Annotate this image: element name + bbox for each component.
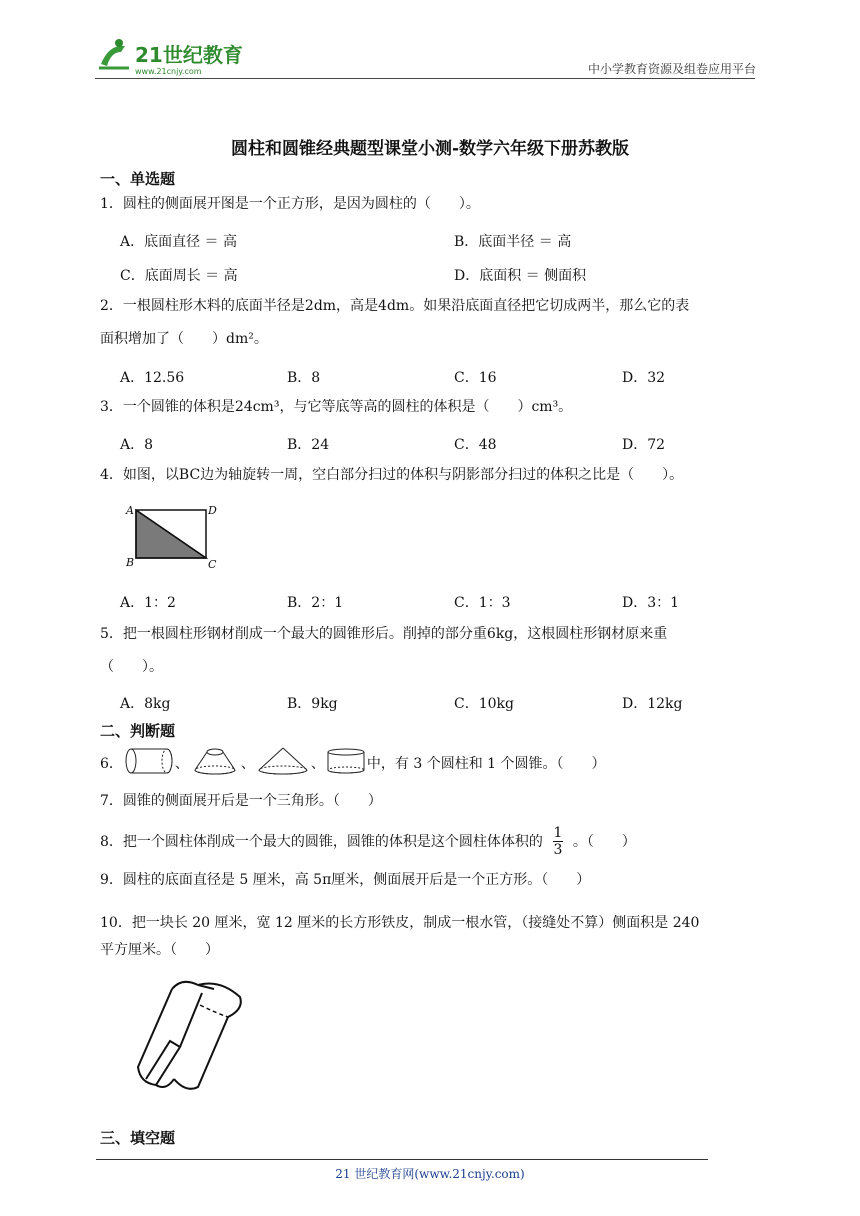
section-heading-single-choice: 一、单选题 [100, 170, 176, 188]
q6-separator: 、 [240, 756, 255, 772]
section-heading-fill-blank: 三、填空题 [100, 1129, 176, 1147]
vertex-c-label: C [208, 558, 217, 570]
q4-option-a: A．1：2 [120, 595, 176, 611]
q4-option-d: D．3：1 [622, 595, 680, 611]
fraction-denominator: 3 [553, 841, 563, 858]
vertex-d-label: D [208, 504, 217, 517]
question-6 [100, 746, 606, 780]
logo-text: 21世纪教育 [135, 43, 243, 67]
q3-option-b: B．24 [287, 437, 330, 453]
question-3: 3．一个圆锥的体积是24cm³，与它等底等高的圆柱的体积是（ ）cm³。 [100, 399, 573, 415]
q4-option-b: B．2：1 [287, 595, 344, 611]
question-9: 9．圆柱的底面直径是 5 厘米，高 5π厘米，侧面展开后是一个正方形。（ ） [100, 872, 591, 888]
page-title: 圆柱和圆锥经典题型课堂小测-数学六年级下册苏教版 [230, 139, 630, 159]
q5-option-a: A．8kg [120, 696, 171, 712]
q3-option-a: A．8 [120, 437, 154, 453]
q1-option-b: B．底面半径 ＝ 高 [454, 234, 572, 250]
question-2-line-1: 2．一根圆柱形木料的底面半径是2dm，高是4dm。如果沿底面直径把它切成两半，那么它的表 [100, 298, 690, 314]
q3-option-c: C．48 [454, 437, 497, 453]
q2-option-c: C．16 [454, 370, 497, 386]
q6-tail: 中，有 3 个圆柱和 1 个圆锥。（ ） [366, 756, 606, 772]
q8-text-b: 。（ ） [572, 834, 636, 850]
question-4: 4．如图，以BC边为轴旋转一周，空白部分扫过的体积与阴影部分扫过的体积之比是（ ）。 [100, 467, 684, 483]
q6-separator: 、 [174, 756, 189, 772]
frustum-icon [189, 746, 241, 780]
header-platform-text: 中小学教育资源及组卷应用平台 [587, 62, 756, 76]
section-heading-true-false: 二、判断题 [100, 722, 176, 740]
question-10-line-2: 平方厘米。（ ） [100, 942, 219, 958]
q5-option-d: D．12kg [622, 696, 683, 712]
q5-option-c: C．10kg [454, 696, 514, 712]
q2-option-a: A．12.56 [120, 370, 185, 386]
question-1: 1．圆柱的侧面展开图是一个正方形，是因为圆柱的（ ）。 [100, 196, 480, 212]
horizontal-cylinder-icon [123, 746, 175, 780]
footer-site: 21 世纪教育网(www.21cnjy.com) [335, 1167, 525, 1181]
q5-option-b: B．9kg [287, 696, 338, 712]
footer-divider [96, 1159, 708, 1160]
q1-option-a: A．底面直径 ＝ 高 [120, 234, 238, 250]
one-third-fraction [553, 825, 563, 858]
q4-option-c: C．1：3 [454, 595, 511, 611]
q3-option-d: D．72 [622, 437, 666, 453]
header-divider [95, 78, 755, 79]
q6-number: 6． [100, 756, 123, 772]
question-10-line-1: 10．把一块长 20 厘米，宽 12 厘米的长方形铁皮，制成一根水管，（接缝处不算）侧面积是 240 [100, 915, 700, 931]
question-7: 7．圆锥的侧面展开后是一个三角形。（ ） [100, 793, 382, 809]
short-cylinder-icon [325, 746, 367, 780]
q8-text-a: 8．把一个圆柱体削成一个最大的圆锥，圆锥的体积是这个圆柱体体积的 [100, 834, 543, 850]
q4-rectangle-figure [122, 500, 232, 570]
question-5-line-1: 5．把一根圆柱形钢材削成一个最大的圆锥形后。削掉的部分重6kg，这根圆柱形钢材原来重 [100, 626, 668, 642]
cone-icon [255, 746, 311, 780]
site-logo [95, 34, 260, 78]
q6-separator: 、 [310, 756, 325, 772]
fraction-numerator: 1 [553, 824, 563, 841]
q1-option-d: D．底面积 ＝ 侧面积 [454, 268, 587, 284]
question-5-line-2: （ ）。 [100, 659, 163, 675]
q1-option-c: C．底面周长 ＝ 高 [120, 268, 238, 284]
q2-option-b: B．8 [287, 370, 321, 386]
vertex-a-label: A [126, 504, 134, 517]
q2-option-d: D．32 [622, 370, 666, 386]
question-2-line-2: 面积增加了（ ）dm²。 [100, 331, 268, 347]
rolled-sheet-pipe-figure [132, 975, 262, 1105]
vertex-b-label: B [126, 556, 135, 569]
logo-url: www.21cnjy.com [135, 67, 202, 76]
question-8 [100, 820, 636, 862]
